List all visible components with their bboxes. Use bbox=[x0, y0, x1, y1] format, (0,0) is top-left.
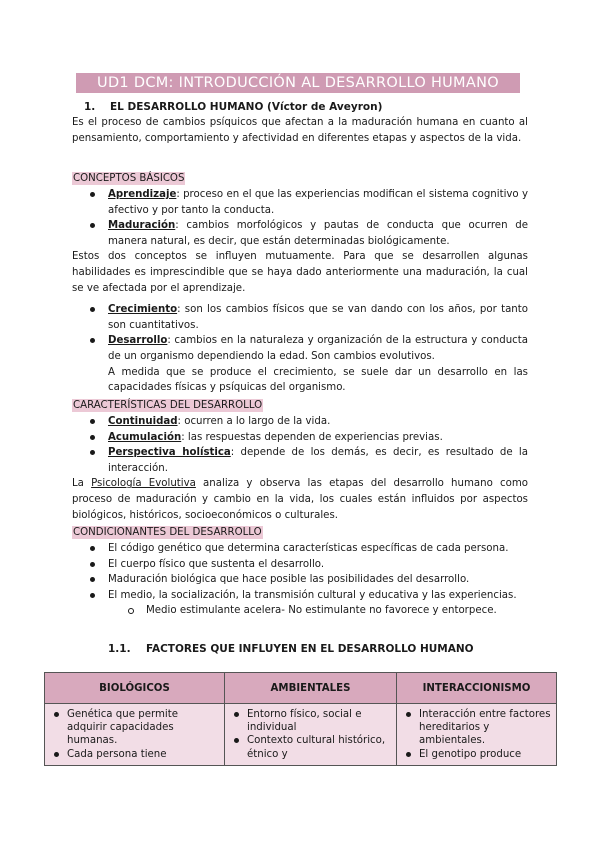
bullet-icon bbox=[90, 546, 95, 551]
cell-ambientales bbox=[225, 704, 397, 766]
list-item bbox=[72, 588, 528, 604]
bullet-icon bbox=[90, 562, 95, 567]
bullet-icon bbox=[90, 307, 95, 312]
cell-text: Contexto cultural histórico, étnico y bbox=[247, 735, 386, 760]
condicionantes-list bbox=[72, 541, 528, 619]
bullet-icon bbox=[234, 738, 239, 743]
list-item bbox=[49, 708, 220, 748]
list-item bbox=[72, 572, 528, 588]
paragraph-lead: La bbox=[72, 478, 92, 490]
intro-block bbox=[72, 115, 528, 146]
list-item bbox=[72, 445, 528, 476]
cell-interaccionismo bbox=[397, 704, 557, 766]
term-definition: : las respuestas dependen de experiencias previas. bbox=[181, 431, 443, 443]
caracteristicas-list bbox=[72, 414, 528, 476]
header-ambientales: AMBIENTALES bbox=[225, 673, 397, 704]
list-item bbox=[72, 333, 528, 364]
paragraph-body: analiza y observa las etapas del desarrollo humano como proceso de maduración y cambio en la vida, los cuales están influidos por aspectos biológicos, históricos, socioeconómicos o culturales. bbox=[72, 478, 528, 521]
list-item bbox=[72, 430, 528, 446]
term-definition: : son los cambios físicos que se van dando con los años, por tanto son cuantitativos. bbox=[108, 304, 528, 331]
term-definition: : cambios morfológicos y pautas de conducta que ocurren de manera natural, es decir, que están determinadas biológicamente. bbox=[108, 220, 528, 247]
document-title: UD1 DCM: INTRODUCCIÓN AL DESARROLLO HUMANO bbox=[76, 73, 520, 93]
table-row bbox=[45, 704, 557, 766]
section-heading-1-1 bbox=[108, 643, 474, 655]
bullet-icon bbox=[90, 435, 95, 440]
cell-text: Genética que permite adquirir capacidades humanas. bbox=[67, 709, 178, 747]
section-title: FACTORES QUE INFLUYEN EN EL DESARROLLO HUMANO bbox=[146, 643, 474, 655]
header-interaccionismo: INTERACCIONISMO bbox=[397, 673, 557, 704]
bullet-icon bbox=[54, 712, 59, 717]
term-definition: : proceso en el que las experiencias modifican el sistema cognitivo y afectivo y por tanto la conducta. bbox=[108, 189, 528, 216]
term-definition: : cambios en la naturaleza y organización de la estructura y conducta de un organismo dependiendo la edad. Son cambios evolutivos. bbox=[108, 335, 528, 362]
term-definition: : depende de los demás, es decir, es resultado de la interacción. bbox=[108, 447, 529, 474]
bullet-icon bbox=[90, 223, 95, 228]
list-item bbox=[72, 557, 528, 573]
term-definition: : ocurren a lo largo de la vida. bbox=[177, 416, 331, 427]
section-number: 1.1. bbox=[108, 643, 131, 655]
conceptos-block bbox=[72, 166, 528, 396]
bullet-icon bbox=[406, 712, 411, 717]
list-item bbox=[72, 302, 528, 333]
item-text: Maduración biológica que hace posible las posibilidades del desarrollo. bbox=[108, 574, 470, 586]
conceptos-list-2 bbox=[72, 302, 528, 364]
cell-text: Entorno físico, social e individual bbox=[247, 709, 362, 734]
conceptos-heading: CONCEPTOS BÁSICOS bbox=[73, 173, 185, 184]
cell-text: Interacción entre factores hereditarios y ambientales. bbox=[419, 709, 551, 747]
term: Aprendizaje bbox=[108, 189, 177, 200]
bullet-icon bbox=[90, 192, 95, 197]
cell-text: El genotipo produce bbox=[419, 748, 522, 760]
item-text: El código genético que determina características específicas de cada persona. bbox=[108, 543, 509, 554]
bullet-icon bbox=[234, 712, 239, 717]
bullet-icon bbox=[90, 593, 95, 598]
list-item bbox=[229, 734, 392, 760]
term: Maduración bbox=[108, 220, 176, 232]
term: Desarrollo bbox=[108, 335, 168, 347]
conceptos-list bbox=[72, 187, 528, 249]
cell-biologicos bbox=[45, 704, 225, 766]
item-text: El cuerpo físico que sustenta el desarrollo. bbox=[108, 558, 325, 570]
list-item bbox=[72, 541, 528, 557]
section-number: 1. bbox=[84, 101, 96, 113]
factores-table bbox=[44, 672, 557, 766]
list-item bbox=[401, 708, 552, 748]
cell-text: Cada persona tiene bbox=[67, 748, 167, 760]
bullet-icon bbox=[90, 450, 95, 455]
intro-paragraph: Es el proceso de cambios psíquicos que afectan a la maduración humana en cuanto al pensamiento, comportamiento y afectividad en diferentes etapas y aspectos de la vida. bbox=[72, 117, 528, 144]
list-item bbox=[72, 187, 528, 218]
table-header-row bbox=[45, 673, 557, 704]
header-biologicos: BIOLÓGICOS bbox=[45, 673, 225, 704]
hollow-bullet-icon bbox=[128, 608, 134, 614]
condicionantes-heading: CONDICIONANTES DEL DESARROLLO bbox=[73, 527, 262, 538]
item-text: Medio estimulante acelera- No estimulante no favorece y entorpece. bbox=[146, 605, 497, 617]
conceptos-paragraph: Estos dos conceptos se influyen mutuamente. Para que se desarrollen algunas habilidades es imprescindible que se haya dado anteriormente una maduración, la cual se ve afectada por el aprendizaje. bbox=[72, 251, 528, 294]
conceptos-extra: A medida que se produce el crecimiento, se suele dar un desarrollo en las capacidades físicas y psíquicas del organismo. bbox=[108, 366, 528, 394]
bullet-icon bbox=[90, 577, 95, 582]
list-item bbox=[72, 414, 528, 430]
psicologia-evolutiva-term: Psicología Evolutiva bbox=[91, 478, 196, 490]
bullet-icon bbox=[90, 419, 95, 424]
section-title: EL DESARROLLO HUMANO (Víctor de Aveyron) bbox=[110, 101, 383, 113]
bullet-icon bbox=[90, 338, 95, 343]
term: Crecimiento bbox=[108, 304, 178, 316]
item-text: El medio, la socialización, la transmisión cultural y educativa y las experiencias. bbox=[108, 589, 517, 601]
list-item bbox=[229, 708, 392, 734]
bullet-icon bbox=[54, 752, 59, 757]
term: Continuidad bbox=[108, 416, 178, 427]
list-item bbox=[49, 748, 220, 761]
list-item bbox=[72, 218, 528, 249]
list-item bbox=[401, 748, 552, 761]
sub-list-item bbox=[72, 603, 528, 619]
bullet-icon bbox=[406, 752, 411, 757]
term: Perspectiva holística bbox=[108, 447, 231, 459]
section-heading-1 bbox=[76, 101, 382, 113]
term: Acumulación bbox=[108, 431, 182, 443]
caracteristicas-paragraph bbox=[72, 476, 528, 523]
caracteristicas-heading: CARACTERÍSTICAS DEL DESARROLLO bbox=[73, 400, 263, 411]
condicionantes-block bbox=[72, 520, 528, 619]
caracteristicas-block bbox=[72, 393, 528, 523]
